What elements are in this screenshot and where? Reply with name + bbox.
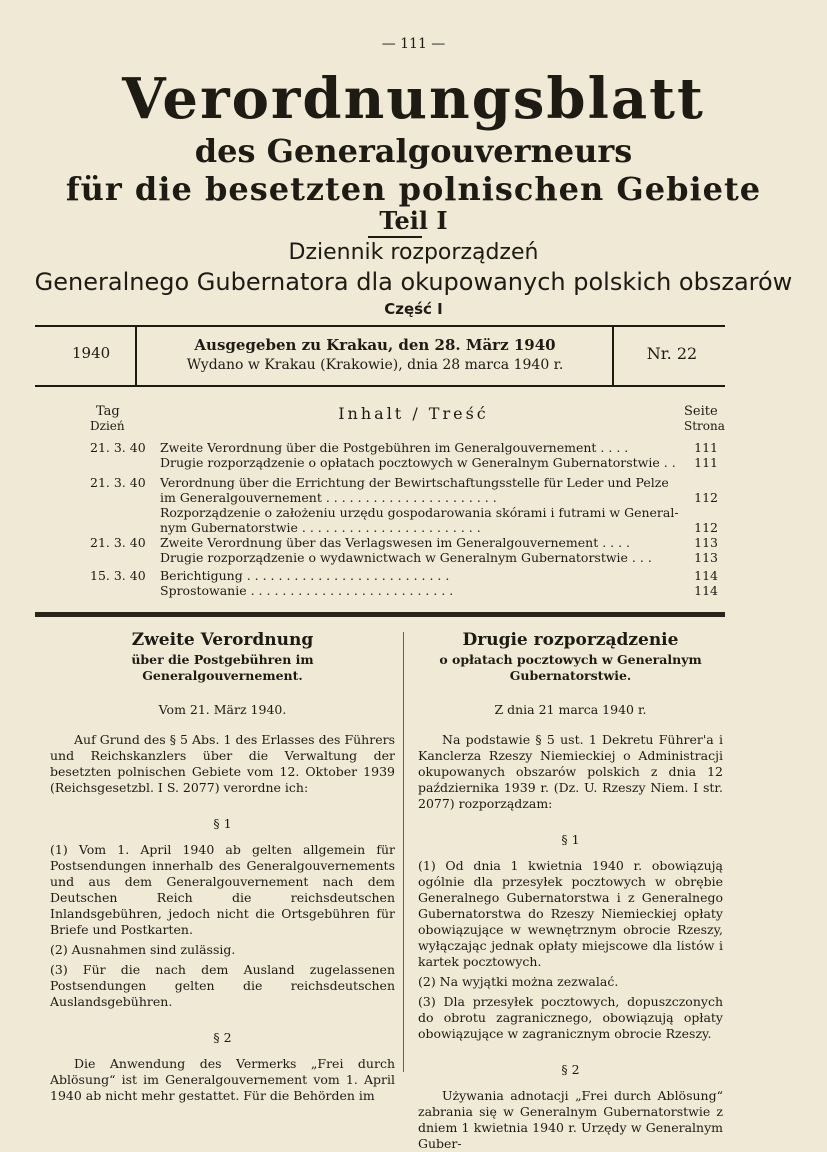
paragraph-3-pl: (3) Dla przesyłek pocztowych, dopuszczonych do obrotu zagranicznego, obowiązują opłaty obowiązujące w zagranicznym obrocie Rzeszy.: [418, 994, 723, 1041]
toc-entry-text: Berichtigung . . . . . . . . . . . . . . . . . . . . . . . . . .: [160, 568, 450, 583]
toc-date: 21. 3. 40: [90, 475, 146, 490]
page-number: — 111 —: [381, 36, 446, 52]
paragraph-3-de: (3) Für die nach dem Ausland zugelassenen Postsendungen gelten die reichsdeutschen Auslandsgebühren.: [50, 962, 395, 1009]
toc-page-number: 111: [694, 455, 718, 470]
polish-column: [418, 632, 723, 1152]
toc-page-header-de: Seite: [684, 404, 718, 419]
part-underline: [368, 236, 422, 238]
article-subtitle-pl: o opłatach pocztowych w Generalnym Gubernatorstwie.: [439, 652, 702, 683]
gazette-subtitle-1: des Generalgouverneurs: [194, 132, 633, 170]
toc-entry-text: Rozporządzenie o założeniu urzędu gospodarowania skórami i futrami w General-: [160, 505, 679, 520]
issued-de: Ausgegeben zu Krakau, den 28. März 1940: [194, 336, 556, 354]
toc-entry-text: Zweite Verordnung über das Verlagswesen im Generalgouvernement . . . .: [160, 535, 631, 550]
part-label-de: Teil I: [379, 206, 448, 235]
toc-page-number: 114: [694, 583, 718, 598]
toc-heading: Inhalt / Treść: [338, 404, 489, 423]
toc-page-header-pl: Strona: [684, 419, 725, 433]
gazette-subtitle-2: für die besetzten polnischen Gebiete: [65, 170, 762, 208]
paragraph-4-de: Die Anwendung des Vermerks „Frei durch Ablösung“ ist im Generalgouvernement vom 1. April 1940 ab nicht mehr gestattet. Für die Behörden im: [50, 1056, 395, 1103]
article-title-pl: Drugie rozporządzenie: [462, 630, 679, 650]
toc-entry-text: nym Gubernatorstwie . . . . . . . . . . . . . . . . . . . . . . .: [160, 520, 481, 535]
toc-page-number: 113: [694, 550, 718, 565]
toc-date: 21. 3. 40: [90, 440, 146, 455]
article-date-pl: Z dnia 21 marca 1940 r.: [494, 702, 647, 717]
section-2-pl: § 2: [561, 1062, 580, 1077]
masthead-divider: [135, 325, 137, 385]
toc-entry-text: im Generalgouvernement . . . . . . . . . . . . . . . . . . . . . .: [160, 490, 497, 505]
paragraph-4-pl: Używania adnotacji „Frei durch Ablösung“ zabrania się w Generalnym Gubernatorstwie z dniem 1 kwietnia 1940 r. Urzędy w Generalnym Guber-: [418, 1088, 723, 1151]
part-label-pl: Część I: [384, 300, 443, 318]
paragraph-1-de: (1) Vom 1. April 1940 ab gelten allgemein für Postsendungen innerhalb des Generalgouvernements und aus dem Generalgouvernement nach dem Deutschen Reich die reichsdeutschen Inlandsgebühren, jedoch nicht die Ortsgebühren für Briefe und Postkarten.: [50, 842, 395, 937]
section-1-de: § 1: [213, 816, 232, 831]
toc-page-number: 112: [694, 520, 718, 535]
toc-day-header-de: Tag: [96, 404, 120, 419]
gazette-title-pl: Dziennik rozporządzeń: [288, 240, 539, 265]
toc-page-number: 114: [694, 568, 718, 583]
masthead-divider: [612, 325, 614, 385]
gazette-subtitle-pl: Generalnego Gubernatora dla okupowanych polskich obszarów: [34, 268, 793, 296]
paragraph-2-pl: (2) Na wyjątki można zezwalać.: [418, 974, 619, 989]
toc-date: 21. 3. 40: [90, 535, 146, 550]
toc-entry-text: Drugie rozporządzenie o opłatach pocztowych w Generalnym Gubernatorstwie . .: [160, 455, 676, 470]
article-title-de: Zweite Verordnung: [131, 630, 314, 650]
article-subtitle-de: über die Postgebühren im Generalgouvernement.: [131, 652, 314, 683]
toc-entry-text: Zweite Verordnung über die Postgebühren im Generalgouvernement . . . .: [160, 440, 629, 455]
toc-page-number: 113: [694, 535, 718, 550]
column-separator: [403, 632, 404, 1072]
toc-day-header-pl: Dzień: [90, 419, 125, 433]
section-rule: [35, 612, 725, 617]
paragraph-1-pl: (1) Od dnia 1 kwietnia 1940 r. obowiązują ogólnie dla przesyłek pocztowych w obrębie Generalnego Gubernatorstwa i z Generalnego Gubernatorstwa do Rzeszy Niemieckiej opłaty obowiązujące w wewnętrznym obrocie Rzeszy, wyłączając jednak opłaty miejscowe dla listów i kartek pocztowych.: [418, 858, 723, 969]
toc-date: 15. 3. 40: [90, 568, 146, 583]
toc-page-number: 111: [694, 440, 718, 455]
paragraph-2-de: (2) Ausnahmen sind zulässig.: [50, 942, 236, 957]
preamble-de: Auf Grund des § 5 Abs. 1 des Erlasses des Führers und Reichskanzlers über die Verwaltung der besetzten polnischen Gebiete vom 12. Oktober 1939 (Reichsgesetzbl. I S. 2077) verordne ich:: [50, 732, 395, 795]
german-column: [50, 632, 395, 1104]
section-2-de: § 2: [213, 1030, 232, 1045]
toc-entry-text: Verordnung über die Errichtung der Bewirtschaftungsstelle für Leder und Pelze: [160, 475, 669, 490]
gazette-title: Verordnungsblatt: [122, 66, 705, 132]
article-date-de: Vom 21. März 1940.: [158, 702, 287, 717]
toc-page-number: 112: [694, 490, 718, 505]
issue-year: 1940: [72, 344, 111, 362]
preamble-pl: Na podstawie § 5 ust. 1 Dekretu Führer'a i Kanclerza Rzeszy Niemieckiej o Administracji okupowanych obszarów polskich z dnia 12 października 1939 r. (Dz. U. Rzeszy Niem. I str. 2077) rozporządzam:: [418, 732, 723, 811]
issued-pl: Wydano w Krakau (Krakowie), dnia 28 marca 1940 r.: [186, 357, 564, 373]
toc-entry-text: Drugie rozporządzenie o wydawnictwach w Generalnym Gubernatorstwie . . .: [160, 550, 652, 565]
issue-number: Nr. 22: [646, 344, 698, 363]
toc-entry-text: Sprostowanie . . . . . . . . . . . . . . . . . . . . . . . . . .: [160, 583, 454, 598]
section-1-pl: § 1: [561, 832, 580, 847]
